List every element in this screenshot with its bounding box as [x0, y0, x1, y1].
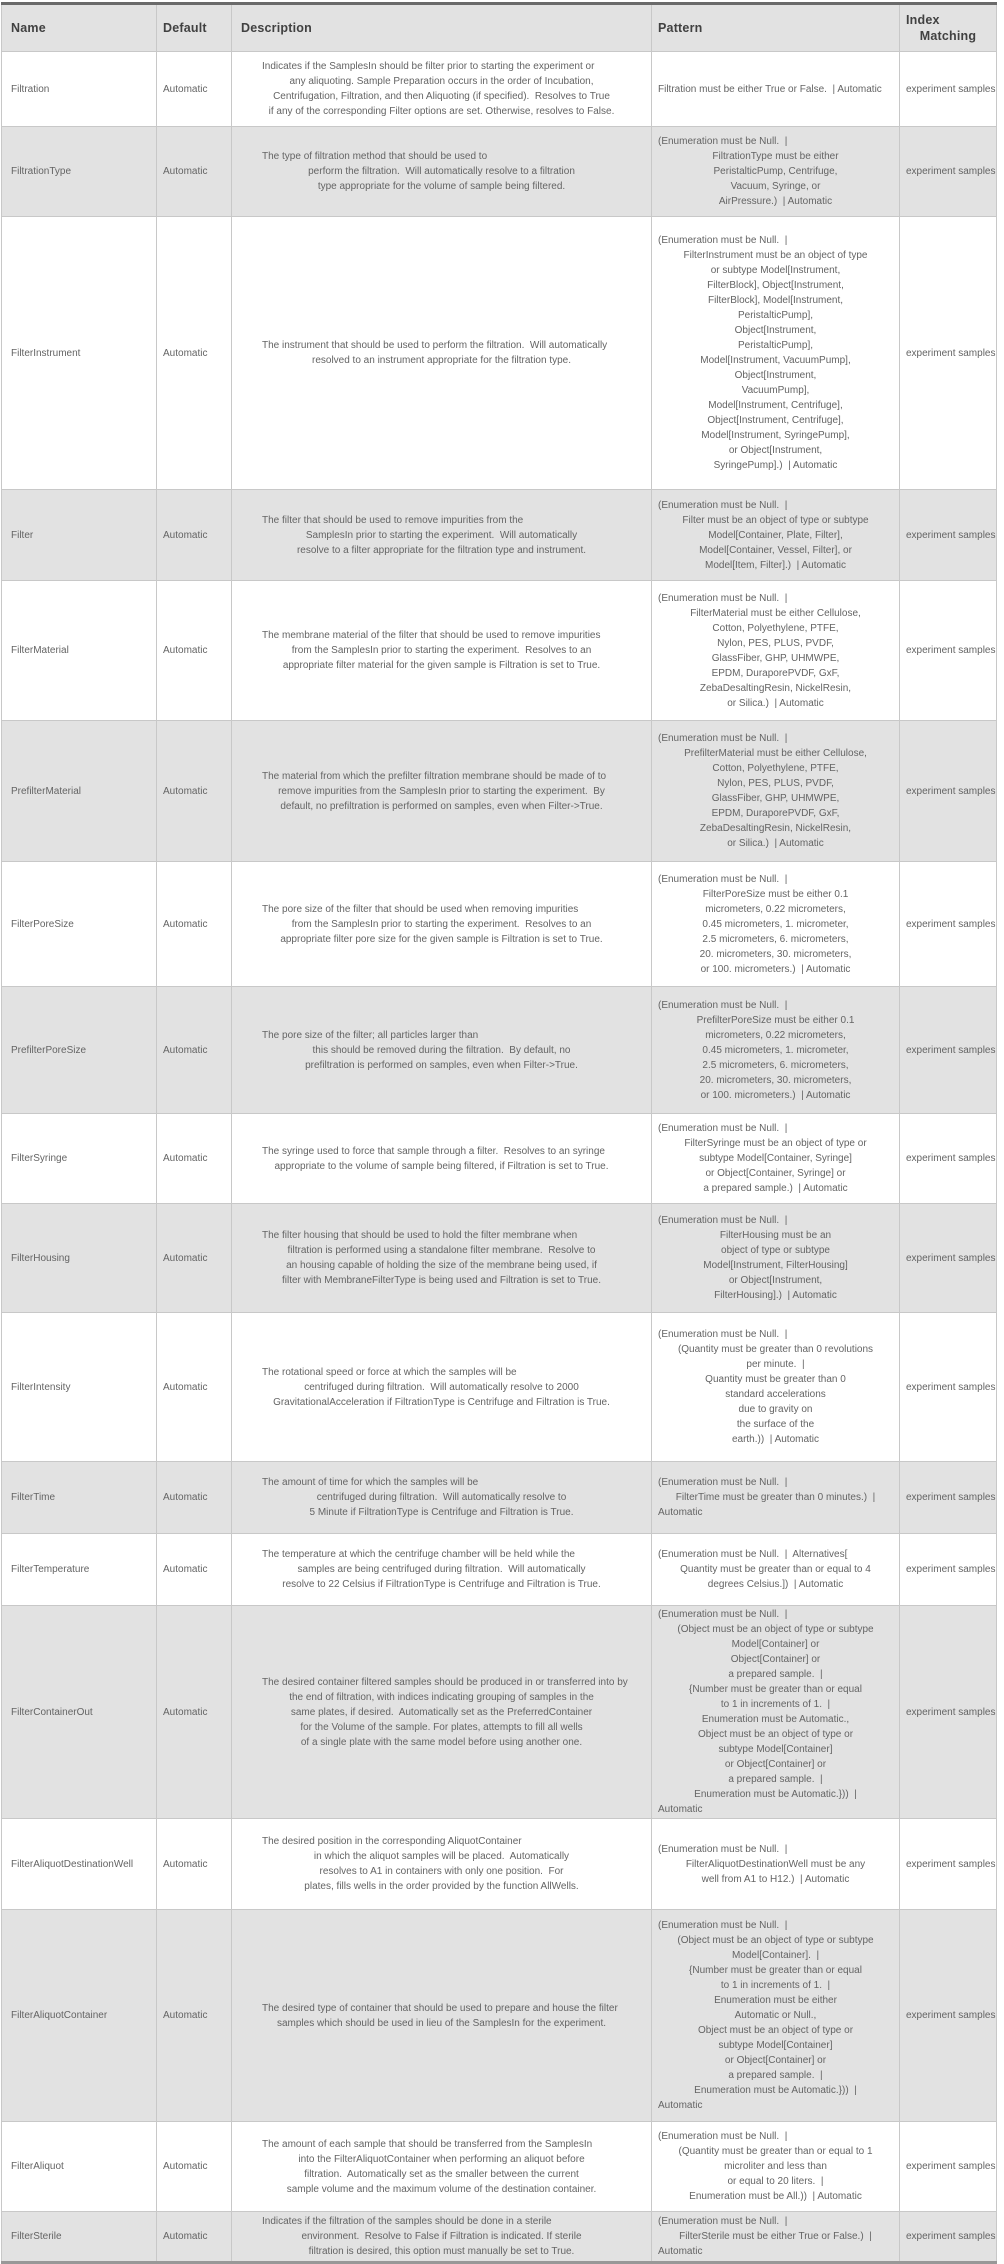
option-description-cell: The type of filtration method that should be used to perform the filtration. Will automatically resolve to a filtration type appropriate for the volume of sample being filtered. — [232, 127, 652, 217]
option-description-cell: The membrane material of the filter that should be used to remove impurities from the SamplesIn prior to starting the experiment. Resolves to an appropriate filter material for the given sample is Filtration is set to True. — [232, 581, 652, 721]
option-index-matching-cell: experiment samples — [900, 862, 997, 987]
option-pattern-cell: (Enumeration must be Null. | FilterSyringe must be an object of type or subtype Model[Container, Syringe] or Object[Container, Syringe] or a prepared sample.) | Automatic — [652, 1114, 900, 1204]
option-description-cell: Indicates if the SamplesIn should be filter prior to starting the experiment or any aliquoting. Sample Preparation occurs in the order of Incubation, Centrifugation, Filtration, and then Aliquoting (if specified). Resolves to True if any of the corresponding Filter options are set. Otherwise, resolves to False. — [232, 52, 652, 127]
option-name-cell: FilterAliquotDestinationWell — [2, 1819, 157, 1910]
option-name-cell: FilterAliquot — [2, 2122, 157, 2212]
header-pattern: Pattern — [652, 4, 900, 52]
option-description-cell: The desired position in the corresponding AliquotContainer in which the aliquot samples will be placed. Automatically resolves to A1 in containers with only one position. For plates, fills wells in the order provided by the function AllWells. — [232, 1819, 652, 1910]
option-default-cell: Automatic — [157, 490, 232, 581]
option-default-cell: Automatic — [157, 1313, 232, 1462]
table-row — [2, 721, 997, 862]
option-description-cell: The pore size of the filter that should be used when removing impurities from the SamplesIn prior to starting the experiment. Resolves to an appropriate filter pore size for the given sample is Filtration is set to True. — [232, 862, 652, 987]
option-name-cell: FilterTime — [2, 1462, 157, 1534]
option-index-matching-cell: experiment samples — [900, 1819, 997, 1910]
option-name-cell: FilterHousing — [2, 1204, 157, 1313]
option-name-cell: Filtration — [2, 52, 157, 127]
option-pattern-cell: (Enumeration must be Null. | FilterAliquotDestinationWell must be any well from A1 to H12.) | Automatic — [652, 1819, 900, 1910]
option-pattern-cell: (Enumeration must be Null. | FiltrationType must be either PeristalticPump, Centrifuge, Vacuum, Syringe, or AirPressure.) | Automatic — [652, 127, 900, 217]
option-name-cell: FilterSterile — [2, 2212, 157, 2263]
option-default-cell: Automatic — [157, 1606, 232, 1819]
table-row — [2, 217, 997, 490]
option-name-cell: FilterAliquotContainer — [2, 1910, 157, 2122]
option-index-matching-cell: experiment samples — [900, 490, 997, 581]
option-pattern-cell: (Enumeration must be Null. | FilterHousing must be an object of type or subtype Model[Instrument, FilterHousing] or Object[Instrument, FilterHousing].) | Automatic — [652, 1204, 900, 1313]
table-row — [2, 52, 997, 127]
table-row — [2, 1204, 997, 1313]
option-description-cell: The amount of time for which the samples will be centrifuged during filtration. Will automatically resolve to 5 Minute if FiltrationType is Centrifuge and Filtration is True. — [232, 1462, 652, 1534]
option-description-cell: The material from which the prefilter filtration membrane should be made of to remove impurities from the SamplesIn prior to starting the experiment. By default, no prefiltration is performed on samples, even when Filter->True. — [232, 721, 652, 862]
option-pattern-cell: (Enumeration must be Null. | (Quantity must be greater than 0 revolutions per minute. | Quantity must be greater than 0 standard accelerations due to gravity on the surface of the earth.)) | Automatic — [652, 1313, 900, 1462]
option-pattern-cell: (Enumeration must be Null. | Alternatives[ Quantity must be greater than or equal to 4 degrees Celsius.]) | Automatic — [652, 1534, 900, 1606]
option-pattern-cell: (Enumeration must be Null. | FilterInstrument must be an object of type or subtype Model[Instrument, FilterBlock], Object[Instrument, FilterBlock], Model[Instrument, PeristalticPump], Object[Instrument, PeristalticPump], Model[Instrument, VacuumPump], Object[Instrument, VacuumPump], Model[Instrument, Centrifuge], Object[Instrument, Centrifuge], Model[Instrument, SyringePump], or Object[Instrument, SyringePump].) | Automatic — [652, 217, 900, 490]
table-row — [2, 1819, 997, 1910]
table-header — [2, 4, 997, 52]
option-default-cell: Automatic — [157, 862, 232, 987]
table-body — [2, 52, 997, 2263]
option-default-cell: Automatic — [157, 1534, 232, 1606]
option-index-matching-cell: experiment samples — [900, 1313, 997, 1462]
option-default-cell: Automatic — [157, 721, 232, 862]
option-index-matching-cell: experiment samples — [900, 581, 997, 721]
option-name-cell: FilterMaterial — [2, 581, 157, 721]
option-index-matching-cell: experiment samples — [900, 127, 997, 217]
option-default-cell: Automatic — [157, 581, 232, 721]
option-name-cell: PrefilterPoreSize — [2, 987, 157, 1114]
option-pattern-cell: (Enumeration must be Null. | FilterMaterial must be either Cellulose, Cotton, Polyethylene, PTFE, Nylon, PES, PLUS, PVDF, GlassFiber, GHP, UHMWPE, EPDM, DuraporePVDF, GxF, ZebaDesaltingResin, NickelResin, or Silica.) | Automatic — [652, 581, 900, 721]
option-description-cell: The amount of each sample that should be transferred from the SamplesIn into the FilterAliquotContainer when performing an aliquot before filtration. Automatically set as the smaller between the current sample volume and the maximum volume of the destination container. — [232, 2122, 652, 2212]
option-name-cell: FilterSyringe — [2, 1114, 157, 1204]
option-default-cell: Automatic — [157, 2122, 232, 2212]
table-row — [2, 127, 997, 217]
option-description-cell: The filter housing that should be used to hold the filter membrane when filtration is performed using a standalone filter membrane. Resolve to an housing capable of holding the size of the membrane being used, if filter with MembraneFilterType is being used and Filtration is set to True. — [232, 1204, 652, 1313]
table-row — [2, 1313, 997, 1462]
option-description-cell: Indicates if the filtration of the samples should be done in a sterile environment. Resolve to False if Filtration is indicated. If sterile filtration is desired, this option must manually be set to True. — [232, 2212, 652, 2263]
option-index-matching-cell: experiment samples — [900, 1534, 997, 1606]
option-index-matching-cell: experiment samples — [900, 2122, 997, 2212]
option-name-cell: FilterInstrument — [2, 217, 157, 490]
option-name-cell: FilterContainerOut — [2, 1606, 157, 1819]
option-name-cell: FiltrationType — [2, 127, 157, 217]
option-index-matching-cell: experiment samples — [900, 721, 997, 862]
option-name-cell: FilterIntensity — [2, 1313, 157, 1462]
option-pattern-cell: (Enumeration must be Null. | (Object must be an object of type or subtype Model[Container] or Object[Container] or a prepared sample. | {Number must be greater than or equal to 1 in increments of 1. | Enumeration must be Automatic., Object must be an object of type or subtype Model[Container] or Object[Container] or a prepared sample. | Enumeration must be Automatic.})) | Automatic — [652, 1606, 900, 1819]
option-index-matching-cell: experiment samples — [900, 1910, 997, 2122]
option-name-cell: Filter — [2, 490, 157, 581]
option-pattern-cell: (Enumeration must be Null. | FilterTime must be greater than 0 minutes.) | Automatic — [652, 1462, 900, 1534]
table-row — [2, 862, 997, 987]
option-default-cell: Automatic — [157, 1910, 232, 2122]
option-default-cell: Automatic — [157, 1204, 232, 1313]
header-description: Description — [232, 4, 652, 52]
option-description-cell: The rotational speed or force at which the samples will be centrifuged during filtration. Will automatically resolve to 2000 GravitationalAcceleration if FiltrationType is Centrifuge and Filtration is True. — [232, 1313, 652, 1462]
option-index-matching-cell: experiment samples — [900, 1462, 997, 1534]
option-description-cell: The instrument that should be used to perform the filtration. Will automatically resolved to an instrument appropriate for the filtration type. — [232, 217, 652, 490]
option-index-matching-cell: experiment samples — [900, 52, 997, 127]
option-pattern-cell: (Enumeration must be Null. | FilterSterile must be either True or False.) | Automatic — [652, 2212, 900, 2263]
option-default-cell: Automatic — [157, 2212, 232, 2263]
header-index-matching: Index Matching — [900, 4, 997, 52]
option-pattern-cell: (Enumeration must be Null. | (Quantity must be greater than or equal to 1 microliter and less than or equal to 20 liters. | Enumeration must be All.)) | Automatic — [652, 2122, 900, 2212]
option-description-cell: The desired container filtered samples should be produced in or transferred into by the end of filtration, with indices indicating grouping of samples in the same plates, if desired. Automatically set as the PreferredContainer for the Volume of the sample. For plates, attempts to fill all wells of a single plate with the same model before using another one. — [232, 1606, 652, 1819]
option-index-matching-cell: experiment samples — [900, 2212, 997, 2263]
option-default-cell: Automatic — [157, 987, 232, 1114]
header-name: Name — [2, 4, 157, 52]
option-pattern-cell: (Enumeration must be Null. | Filter must be an object of type or subtype Model[Container, Plate, Filter], Model[Container, Vessel, Filter], or Model[Item, Filter].) | Automatic — [652, 490, 900, 581]
option-index-matching-cell: experiment samples — [900, 1606, 997, 1819]
option-default-cell: Automatic — [157, 1462, 232, 1534]
header-default: Default — [157, 4, 232, 52]
table-row — [2, 1910, 997, 2122]
option-index-matching-cell: experiment samples — [900, 1204, 997, 1313]
table-row — [2, 987, 997, 1114]
option-description-cell: The syringe used to force that sample through a filter. Resolves to an syringe appropriate to the volume of sample being filtered, if Filtration is set to True. — [232, 1114, 652, 1204]
table-row — [2, 1462, 997, 1534]
table-row — [2, 1534, 997, 1606]
option-index-matching-cell: experiment samples — [900, 217, 997, 490]
table-row — [2, 2122, 997, 2212]
table-row — [2, 490, 997, 581]
table-row — [2, 1606, 997, 1819]
table-row — [2, 581, 997, 721]
option-default-cell: Automatic — [157, 1114, 232, 1204]
option-pattern-cell: Filtration must be either True or False. | Automatic — [652, 52, 900, 127]
option-default-cell: Automatic — [157, 217, 232, 490]
option-description-cell: The desired type of container that should be used to prepare and house the filter samples which should be used in lieu of the SamplesIn for the experiment. — [232, 1910, 652, 2122]
option-pattern-cell: (Enumeration must be Null. | (Object must be an object of type or subtype Model[Container]. | {Number must be greater than or equal to 1 in increments of 1. | Enumeration must be either Automatic or Null., Object must be an object of type or subtype Model[Container] or Object[Container] or a prepared sample. | Enumeration must be Automatic.})) | Automatic — [652, 1910, 900, 2122]
table-row — [2, 1114, 997, 1204]
option-default-cell: Automatic — [157, 52, 232, 127]
table-row — [2, 2212, 997, 2263]
option-name-cell: PrefilterMaterial — [2, 721, 157, 862]
option-description-cell: The filter that should be used to remove impurities from the SamplesIn prior to starting the experiment. Will automatically resolve to a filter appropriate for the filtration type and instrument. — [232, 490, 652, 581]
option-default-cell: Automatic — [157, 1819, 232, 1910]
option-default-cell: Automatic — [157, 127, 232, 217]
header-row — [2, 4, 997, 52]
option-name-cell: FilterTemperature — [2, 1534, 157, 1606]
option-index-matching-cell: experiment samples — [900, 1114, 997, 1204]
options-table — [1, 2, 997, 2264]
option-pattern-cell: (Enumeration must be Null. | FilterPoreSize must be either 0.1 micrometers, 0.22 micrometers, 0.45 micrometers, 1. micrometer, 2.5 micrometers, 6. micrometers, 20. micrometers, 30. micrometers, or 100. micrometers.) | Automatic — [652, 862, 900, 987]
option-name-cell: FilterPoreSize — [2, 862, 157, 987]
option-index-matching-cell: experiment samples — [900, 987, 997, 1114]
option-description-cell: The pore size of the filter; all particles larger than this should be removed during the filtration. By default, no prefiltration is performed on samples, even when Filter->True. — [232, 987, 652, 1114]
option-description-cell: The temperature at which the centrifuge chamber will be held while the samples are being centrifuged during filtration. Will automatically resolve to 22 Celsius if FiltrationType is Centrifuge and Filtration is True. — [232, 1534, 652, 1606]
option-pattern-cell: (Enumeration must be Null. | PrefilterPoreSize must be either 0.1 micrometers, 0.22 micrometers, 0.45 micrometers, 1. micrometer, 2.5 micrometers, 6. micrometers, 20. micrometers, 30. micrometers, or 100. micrometers.) | Automatic — [652, 987, 900, 1114]
option-pattern-cell: (Enumeration must be Null. | PrefilterMaterial must be either Cellulose, Cotton, Polyethylene, PTFE, Nylon, PES, PLUS, PVDF, GlassFiber, GHP, UHMWPE, EPDM, DuraporePVDF, GxF, ZebaDesaltingResin, NickelResin, or Silica.) | Automatic — [652, 721, 900, 862]
